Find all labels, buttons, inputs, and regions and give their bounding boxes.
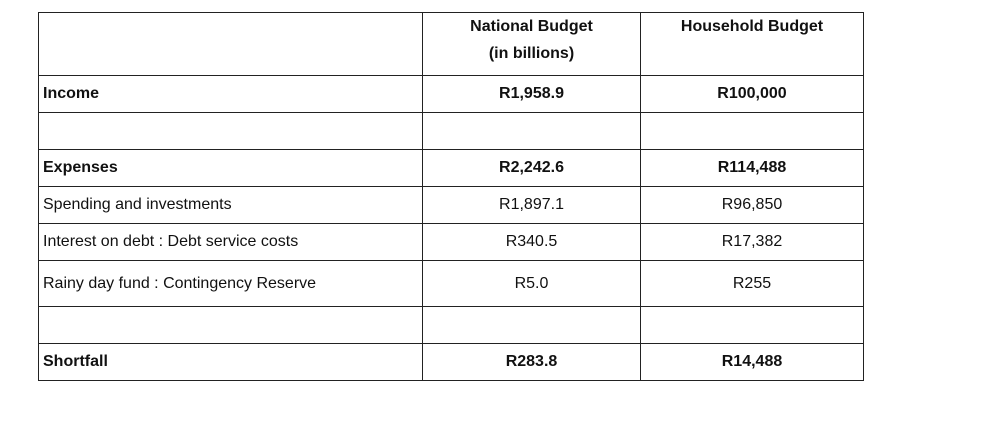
header-household-budget [641, 13, 864, 76]
national-value: R283.8 [423, 344, 641, 381]
national-value: R1,958.9 [423, 76, 641, 113]
row-label: Interest on debt : Debt service costs [39, 224, 423, 261]
household-value [641, 307, 864, 344]
row-label [39, 307, 423, 344]
row-label [39, 113, 423, 150]
row-label: Shortfall [39, 344, 423, 381]
national-value [423, 113, 641, 150]
table-row-spacer [39, 307, 864, 344]
national-value: R5.0 [423, 261, 641, 307]
national-value [423, 307, 641, 344]
table-row-expenses [39, 150, 864, 187]
header-national-budget [423, 13, 641, 76]
row-label: Expenses [39, 150, 423, 187]
table-row-spending [39, 187, 864, 224]
table-header-row [39, 13, 864, 76]
table-row-rainy-day [39, 261, 864, 307]
household-value: R96,850 [641, 187, 864, 224]
table-row-spacer [39, 113, 864, 150]
household-value: R17,382 [641, 224, 864, 261]
household-value: R14,488 [641, 344, 864, 381]
header-national-title: National Budget [470, 18, 593, 35]
header-empty-cell [39, 13, 423, 76]
row-label: Income [39, 76, 423, 113]
household-value: R100,000 [641, 76, 864, 113]
household-value [641, 113, 864, 150]
table-row-shortfall [39, 344, 864, 381]
table-row-interest [39, 224, 864, 261]
national-value: R1,897.1 [423, 187, 641, 224]
header-household-title: Household Budget [680, 18, 824, 35]
national-value: R340.5 [423, 224, 641, 261]
household-value: R114,488 [641, 150, 864, 187]
budget-table [38, 12, 864, 381]
table-row-income [39, 76, 864, 113]
household-value: R255 [641, 261, 864, 307]
header-national-unit: (in billions) [488, 45, 575, 62]
row-label: Spending and investments [39, 187, 423, 224]
row-label: Rainy day fund : Contingency Reserve [39, 261, 423, 307]
national-value: R2,242.6 [423, 150, 641, 187]
